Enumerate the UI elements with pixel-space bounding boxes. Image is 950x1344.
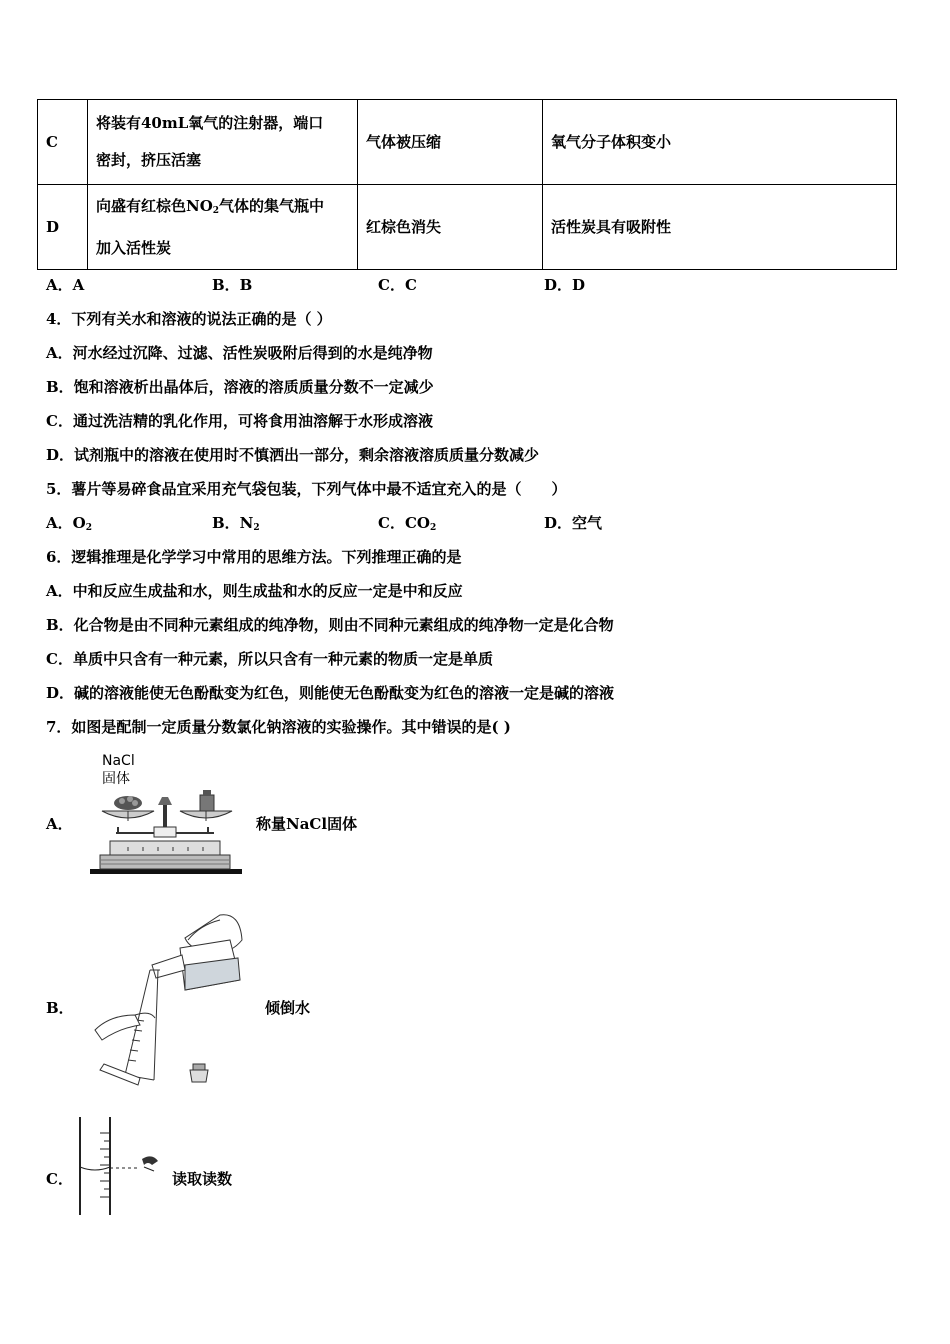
q7-item-c-label[interactable]: C． — [46, 1170, 73, 1188]
operation-line: 加入活性炭 — [96, 238, 172, 257]
reading-figure — [74, 1115, 166, 1217]
nacl-figure-label: NaCl 固体 — [102, 753, 135, 787]
option-a[interactable]: A．$O_2$ — [46, 514, 92, 533]
operation-line: 向盛有红棕色$NO_2$气体的集气瓶中 — [96, 196, 325, 216]
q7-item-a-caption: 称量NaCl固体 — [256, 815, 358, 833]
option-c[interactable]: C．$CO_2$ — [378, 514, 437, 533]
explanation-cell: 活性炭具有吸附性 — [543, 185, 897, 270]
q4-option-b[interactable]: B．饱和溶液析出晶体后，溶液的溶质质量分数不一定减少 — [46, 378, 434, 396]
pouring-figure — [90, 910, 250, 1090]
q6-option-a[interactable]: A．中和反应生成盐和水，则生成盐和水的反应一定是中和反应 — [46, 582, 463, 600]
q3-table — [37, 99, 897, 270]
operation-line: 将装有40mL氧气的注射器，端口 — [96, 114, 324, 132]
option-a[interactable]: A．A — [46, 276, 85, 294]
q5-options — [46, 512, 710, 533]
q4-option-d[interactable]: D．试剂瓶中的溶液在使用时不慎洒出一部分，剩余溶液溶质质量分数减少 — [46, 446, 540, 464]
q5-stem: 5．薯片等易碎食品宜采用充气袋包装，下列气体中最不适宜充入的是（ ） — [46, 480, 567, 498]
q4-stem: 4．下列有关水和溶液的说法正确的是（ ） — [46, 310, 332, 328]
phenomenon-cell: 红棕色消失 — [358, 185, 543, 270]
option-c[interactable]: C．C — [378, 276, 417, 294]
q4-option-c[interactable]: C．通过洗洁精的乳化作用，可将食用油溶解于水形成溶液 — [46, 412, 433, 430]
option-b[interactable]: B．B — [212, 276, 253, 294]
table-row — [38, 100, 897, 185]
operation-cell — [88, 185, 358, 270]
q3-options — [46, 274, 710, 295]
row-label: C — [38, 100, 88, 185]
q7-item-a-label[interactable]: A． — [46, 815, 73, 833]
option-d[interactable]: D．空气 — [544, 514, 603, 532]
q7-item-c-caption: 读取读数 — [172, 1170, 233, 1188]
q6-option-c[interactable]: C．单质中只含有一种元素，所以只含有一种元素的物质一定是单质 — [46, 650, 493, 668]
q4-option-a[interactable]: A．河水经过沉降、过滤、活性炭吸附后得到的水是纯净物 — [46, 344, 433, 362]
explanation-cell: 氧气分子体积变小 — [543, 100, 897, 185]
option-b[interactable]: B．$N_2$ — [212, 514, 260, 533]
phenomenon-cell: 气体被压缩 — [358, 100, 543, 185]
q7-stem: 7．如图是配制一定质量分数氯化钠溶液的实验操作。其中错误的是( ) — [46, 718, 511, 736]
balance-figure — [88, 785, 244, 877]
operation-cell — [88, 100, 358, 185]
q6-option-b[interactable]: B．化合物是由不同种元素组成的纯净物，则由不同种元素组成的纯净物一定是化合物 — [46, 616, 614, 634]
q6-stem: 6．逻辑推理是化学学习中常用的思维方法。下列推理正确的是 — [46, 548, 462, 566]
row-label: D — [38, 185, 88, 270]
q7-item-b-caption: 倾倒水 — [265, 999, 311, 1017]
operation-line: 密封，挤压活塞 — [96, 151, 202, 169]
option-d[interactable]: D．D — [544, 276, 586, 294]
table-row — [38, 185, 897, 270]
q7-item-b-label[interactable]: B． — [46, 999, 74, 1017]
q6-option-d[interactable]: D．碱的溶液能使无色酚酞变为红色，则能使无色酚酞变为红色的溶液一定是碱的溶液 — [46, 684, 615, 702]
